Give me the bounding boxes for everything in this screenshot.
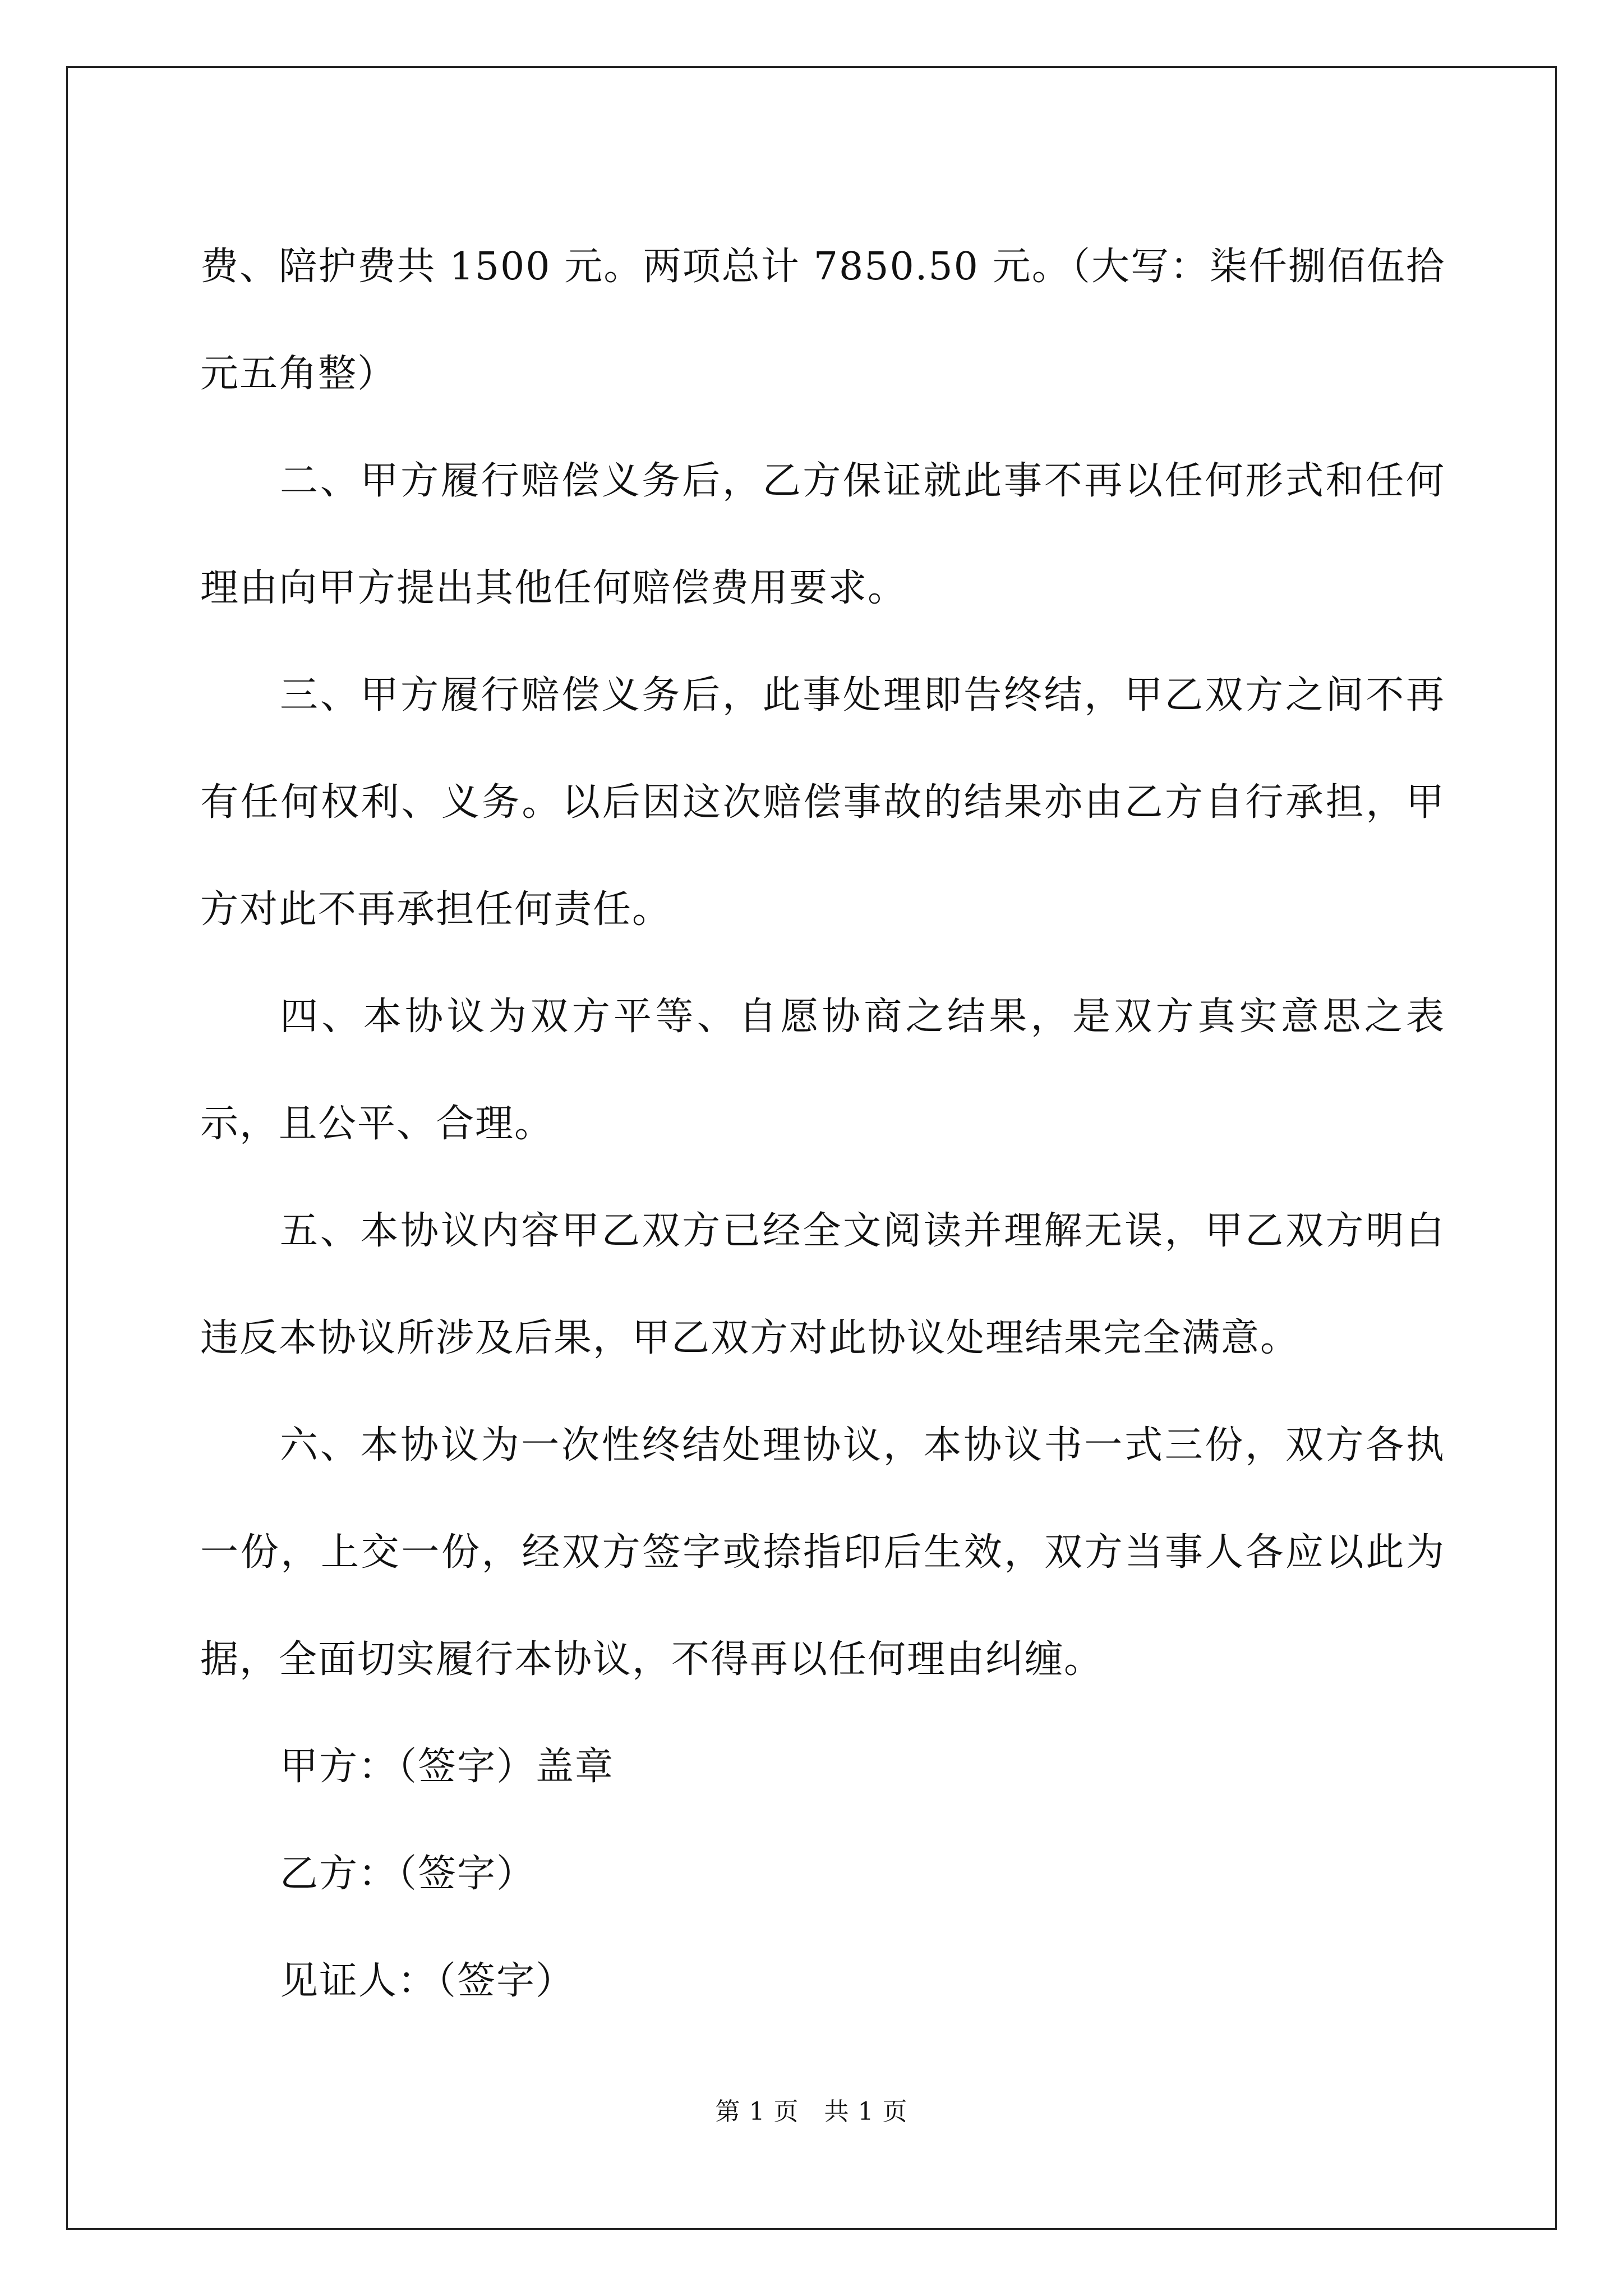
paragraph-clause-4: 四、本协议为双方平等、自愿协商之结果，是双方真实意思之表示，且公平、合理。 [200,995,1445,1146]
signature-party-b: 乙方：（签字） [280,1852,536,1896]
document-body [200,213,1445,2035]
signature-witness: 见证人：（签字） [280,1959,575,2003]
signature-party-a: 甲方：（签字）盖章 [280,1745,615,1789]
paragraph-clause-6: 六、本协议为一次性终结处理协议，本协议书一式三份，双方各执一份，上交一份，经双方签字或捺指印后生效，双方当事人各应以此为据，全面切实履行本协议，不得再以任何理由纠缠。 [200,1423,1445,1682]
paragraph-compensation-total: 费、陪护费共 1500 元。两项总计 7850.50 元。（大写：柒仟捌佰伍拾元五角整） [200,245,1445,396]
page-number-footer: 第 1 页 共 1 页 [715,2097,908,2126]
paragraph-clause-3: 三、甲方履行赔偿义务后，此事处理即告终结，甲乙双方之间不再有任何权利、义务。以后因这次赔偿事故的结果亦由乙方自行承担，甲方对此不再承担任何责任。 [200,673,1445,932]
paragraph-clause-5: 五、本协议内容甲乙双方已经全文阅读并理解无误，甲乙双方明白违反本协议所涉及后果，甲乙双方对此协议处理结果完全满意。 [200,1209,1445,1360]
paragraph-clause-2: 二、甲方履行赔偿义务后，乙方保证就此事不再以任何形式和任何理由向甲方提出其他任何赔偿费用要求。 [200,459,1445,610]
